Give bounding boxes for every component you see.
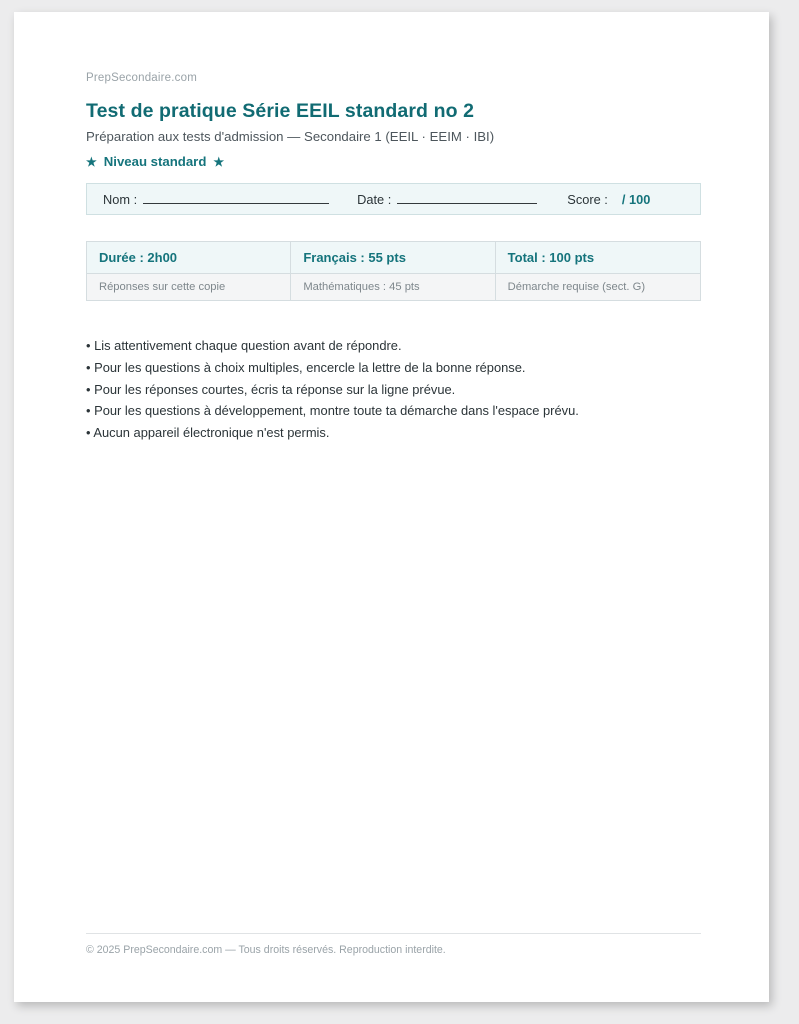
score-total-value: / 100 <box>621 191 651 207</box>
list-item: • Aucun appareil électronique n'est permis. <box>86 424 701 442</box>
info-sub-duration: Réponses sur cette copie <box>87 274 290 300</box>
document-page <box>14 12 769 1002</box>
info-sub-total: Démarche requise (sect. G) <box>496 274 700 300</box>
exam-info-table <box>86 241 701 301</box>
star-icon-left: ★ <box>86 154 97 169</box>
name-field-label: Nom : <box>103 191 138 207</box>
list-item: • Pour les questions à choix multiples, encercle la lettre de la bonne réponse. <box>86 359 701 377</box>
info-sub-math: Mathématiques : 45 pts <box>291 274 494 300</box>
brand-label: PrepSecondaire.com <box>86 72 197 84</box>
star-icon-right: ★ <box>213 154 225 169</box>
info-column-french <box>291 242 495 300</box>
info-head-french: Français : 55 pts <box>291 242 494 274</box>
info-head-total: Total : 100 pts <box>496 242 700 274</box>
identity-bar <box>86 183 701 215</box>
info-head-duration: Durée : 2h00 <box>87 242 290 274</box>
name-field-rule[interactable] <box>143 192 329 204</box>
page-title: Test de pratique Série EEIL standard no 2 <box>86 100 475 122</box>
list-item: • Lis attentivement chaque question avant de répondre. <box>86 337 701 355</box>
instructions-list <box>86 337 701 443</box>
level-badge <box>86 154 701 169</box>
document-body <box>86 72 701 446</box>
document-page-wrapper <box>14 12 769 1002</box>
footer-divider <box>86 933 701 934</box>
name-field[interactable] <box>103 192 329 207</box>
level-label: Niveau standard <box>103 154 207 169</box>
date-field-rule[interactable] <box>397 192 537 204</box>
info-column-total <box>496 242 700 300</box>
info-column-duration <box>87 242 291 300</box>
date-field-label: Date : <box>357 191 392 207</box>
score-field <box>567 192 650 207</box>
page-subtitle: Préparation aux tests d'admission — Secondaire 1 (EEIL · EEIM · IBI) <box>86 129 495 144</box>
footer-copyright: © 2025 PrepSecondaire.com — Tous droits réservés. Reproduction interdite. <box>86 944 446 956</box>
page-footer <box>86 933 701 956</box>
list-item: • Pour les réponses courtes, écris ta réponse sur la ligne prévue. <box>86 381 701 399</box>
date-field[interactable] <box>357 192 537 207</box>
list-item: • Pour les questions à développement, montre toute ta démarche dans l'espace prévu. <box>86 402 701 420</box>
score-field-label: Score : <box>567 191 608 207</box>
